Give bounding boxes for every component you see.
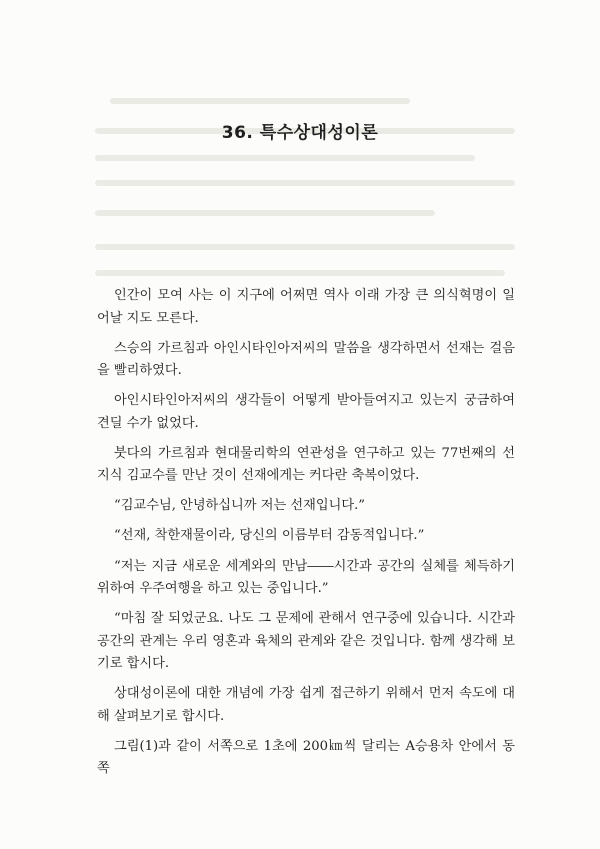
show-through-line — [95, 155, 475, 161]
paragraph: “저는 지금 새로운 세계와의 만남――시간과 공간의 실체를 체득하기 위하여 우주여행을 하고 있는 중입니다.” — [97, 558, 515, 597]
show-through-line — [95, 244, 515, 250]
show-through-line — [95, 210, 435, 216]
body-text — [97, 285, 515, 788]
paragraph: 붓다의 가르침과 현대물리학의 연관성을 연구하고 있는 77번째의 선지식 김교수를 만난 것이 선재에게는 커다란 축복이었다. — [97, 445, 515, 484]
paragraph: “김교수님, 안녕하십니까 저는 선재입니다.” — [114, 498, 366, 514]
paragraph: “마침 잘 되었군요. 나도 그 문제에 관해서 연구중에 있습니다. 시간과 공간의 관계는 우리 영혼과 육체의 관계와 같은 것입니다. 함께 생각해 보기로 합시다. — [97, 611, 515, 672]
paragraph: 아인시타인아저씨의 생각들이 어떻게 받아들여지고 있는지 궁금하여 견딜 수가 없었다. — [97, 393, 515, 431]
show-through-line — [110, 98, 410, 104]
paragraph: 상대성이론에 대한 개념에 가장 쉽게 접근하기 위해서 먼저 속도에 대해 살펴보기로 합시다. — [97, 686, 515, 724]
show-through-line — [95, 270, 505, 276]
paragraph: 스승의 가르침과 아인시타인아저씨의 말씀을 생각하면서 선재는 걸음을 빨리하였다. — [97, 340, 515, 379]
paragraph: “선재, 착한재물이라, 당신의 이름부터 감동적입니다.” — [114, 528, 425, 544]
paragraph: 인간이 모여 사는 이 지구에 어쩌면 역사 이래 가장 큰 의식혁명이 일어날 지도 모른다. — [97, 288, 515, 326]
chapter-title: 36. 특수상대성이론 — [221, 123, 379, 143]
show-through-line — [95, 180, 515, 186]
paragraph: 그림(1)과 같이 서쪽으로 1초에 200㎞씩 달리는 A승용차 안에서 동쪽 — [97, 738, 515, 777]
